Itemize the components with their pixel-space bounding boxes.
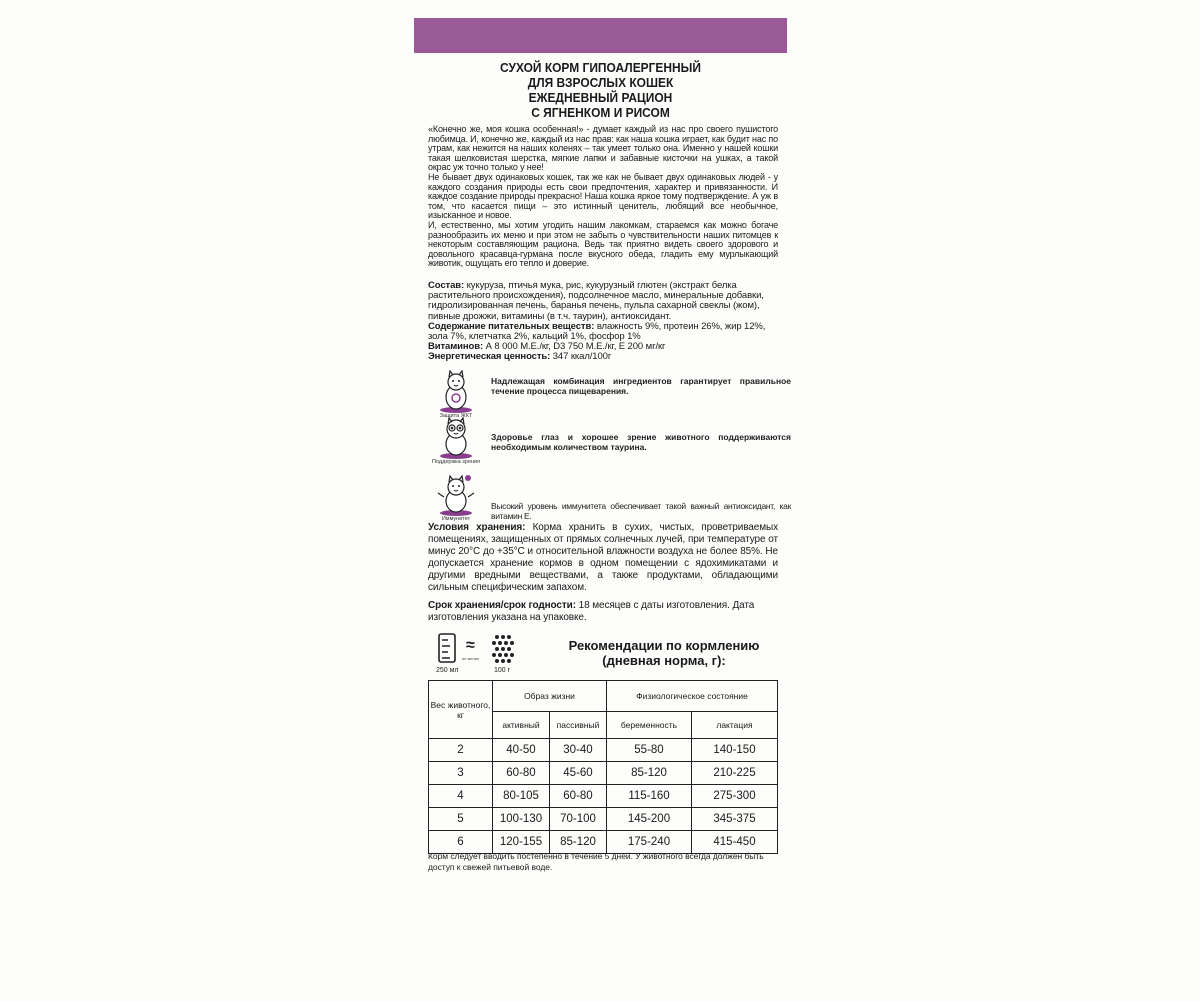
weight-header: Вес животного, кг: [429, 681, 493, 739]
table-cell: 415-450: [692, 831, 778, 854]
product-label: [414, 18, 791, 918]
benefit-caption: Иммунитет: [441, 516, 471, 522]
storage-conditions: [428, 522, 778, 594]
benefit-caption: Защита ЖКТ: [439, 413, 473, 419]
subheader-passive: пассивный: [550, 712, 607, 739]
benefit-text: Надлежащая комбинация ингредиентов гарантирует правильное течение процесса пищеварения.: [491, 376, 791, 396]
vitamins-label: Витаминов:: [428, 341, 484, 353]
title-line: ДЛЯ ВЗРОСЛЫХ КОШЕК: [527, 75, 674, 90]
reco-line: (дневная норма, г):: [602, 653, 726, 668]
table-row: [429, 785, 778, 808]
table-cell: 60-80: [493, 762, 550, 785]
benefit-caption: Поддержка зрения: [432, 459, 480, 465]
table-cell: 345-375: [692, 808, 778, 831]
cup-volume-label: 250 мл: [436, 667, 459, 674]
nutrients: [428, 322, 778, 342]
table-cell: 55-80: [607, 739, 692, 762]
nutrients-label: Содержание питательных веществ:: [428, 320, 595, 332]
table-row: [429, 808, 778, 831]
intro-paragraph: Не бывает двух одинаковых кошек, так же как не бывает двух одинаковых людей - у каждого создания природы есть свои предпочтения, характер и привязанности. И каждое создание природы прекрасно! Наша кошка яркое тому подтверждение. А уж в том, что касается пищи – это истинный ценитель, любящий все необычное, изысканное и новое.: [428, 171, 778, 221]
physio-header: Физиологическое состояние: [607, 681, 778, 712]
shelf-life: [428, 600, 778, 624]
measuring-cup-icon: [436, 631, 516, 667]
table-cell: 70-100: [550, 808, 607, 831]
vitamins-text: А 8 000 М.Е./кг, D3 750 М.Е./кг, Е 200 мг/кг: [483, 341, 666, 353]
table-cell: 80-105: [493, 785, 550, 808]
title-line: СУХОЙ КОРМ ГИПОАЛЕРГЕННЫЙ: [500, 60, 701, 75]
table-cell: 275-300: [692, 785, 778, 808]
composition-block: [428, 281, 778, 363]
title-line: С ЯГНЕНКОМ И РИСОМ: [531, 105, 670, 120]
lifestyle-header: Образ жизни: [493, 681, 607, 712]
table-cell: 3: [429, 762, 493, 785]
composition: [428, 281, 778, 322]
table-cell: 2: [429, 739, 493, 762]
cat-vision-icon: [434, 416, 478, 460]
product-title: [429, 60, 772, 120]
table-cell: 145-200: [607, 808, 692, 831]
energy-text: 347 ккал/100г: [550, 351, 612, 363]
table-cell: 210-225: [692, 762, 778, 785]
measure-info: [436, 631, 516, 679]
brand-color-bar: [414, 18, 787, 53]
table-cell: 6: [429, 831, 493, 854]
reco-line: Рекомендации по кормлению: [568, 638, 760, 653]
nutrients-text: влажность 9%, протеин 26%, жир 12%, зола 7%, клетчатка 2%, кальций 1%, фосфор 1%: [428, 320, 766, 343]
cat-digestion-icon: [434, 370, 478, 414]
title-line: ЕЖЕДНЕВНЫЙ РАЦИОН: [528, 90, 673, 105]
feeding-recommendation-title: [554, 638, 774, 668]
subheader-pregnancy: беременность: [607, 712, 692, 739]
table-cell: 5: [429, 808, 493, 831]
table-cell: 85-120: [550, 831, 607, 854]
cat-immunity-icon: [434, 473, 478, 517]
intro-paragraph: «Конечно же, моя кошка особенная!» - думает каждый из нас про своего пушистого любимца. И, конечно же, каждый из нас прав: как наша кошка играет, как будит нас по утрам, как нежится на наших коленях – так умеет только она. Именно у нашей кошки такая шелковистая шерстка, мягкие лапки и забавные кисточки на ушках, а такой окрас уж точно только у нее!: [428, 124, 779, 173]
table-cell: 140-150: [692, 739, 778, 762]
table-cell: 85-120: [607, 762, 692, 785]
table-cell: 175-240: [607, 831, 692, 854]
subheader-active: активный: [493, 712, 550, 739]
table-cell: 60-80: [550, 785, 607, 808]
table-cell: 45-60: [550, 762, 607, 785]
subheader-lactation: лактация: [692, 712, 778, 739]
intro-paragraph: И, естественно, мы хотим угодить нашим лакомкам, стараемся как можно богаче разнообразить их меню и при этом не забыть о чувствительности наших питомцев к некоторым составляющим рациона. Ведь так приятно видеть своего здорового и довольного красавца-гурмана после вкусного обеда, гладить ему мурлыкающий животик, ощущать его тепло и доверие.: [428, 219, 778, 269]
energy-label: Энергетическая ценность:: [428, 351, 551, 363]
feeding-table: [428, 680, 778, 854]
table-cell: 115-160: [607, 785, 692, 808]
approx-note: не менее: [462, 656, 480, 661]
energy: [428, 352, 778, 362]
table-cell: 30-40: [550, 739, 607, 762]
composition-label: Состав:: [428, 280, 465, 291]
intro-text: [428, 125, 778, 269]
table-cell: 40-50: [493, 739, 550, 762]
benefit-text: Высокий уровень иммунитета обеспечивает такой важный антиоксидант, как витамин Е.: [491, 501, 791, 521]
storage-text: Корма хранить в сухих, чистых, проветриваемых помещениях, защищенных от прямых солнечных лучей, при температуре от минус 20°С до +35°С и относительной влажности воздуха не более 85%. Не допускается хранение кормов в одном помещении с ядохимикатами и другими вредными веществами, а также продуктами, обладающими сильным специфическим запахом.: [428, 522, 778, 593]
table-row: [429, 762, 778, 785]
table-cell: 4: [429, 785, 493, 808]
approx-symbol: ≈: [466, 637, 475, 654]
feeding-footnote: Корм следует вводить постепенно в течение 5 дней. У животного всегда должен быть доступ к свежей питьевой воде.: [428, 851, 764, 872]
table-row: [429, 739, 778, 762]
table-cell: 100-130: [493, 808, 550, 831]
shelf-life-text: 18 месяцев с даты изготовления. Дата изготовления указана на упаковке.: [428, 600, 755, 623]
composition-text: кукуруза, птичья мука, рис, кукурузный глютен (экстракт белка растительного происхождения), подсолнечное масло, минеральные добавки, гидролизированная печень, баранья печень, пульпа сахарной свеклы (жом), пивные дрожжи, витамины (в т.ч. таурин), антиоксидант.: [428, 280, 764, 322]
table-cell: 120-155: [493, 831, 550, 854]
shelf-life-label: Срок хранения/срок годности:: [428, 600, 576, 611]
benefit-text: Здоровье глаз и хорошее зрение животного поддерживаются необходимым количеством таурина.: [491, 432, 791, 452]
storage-label: Условия хранения:: [428, 522, 526, 533]
weight-label: 100 г: [494, 667, 511, 674]
